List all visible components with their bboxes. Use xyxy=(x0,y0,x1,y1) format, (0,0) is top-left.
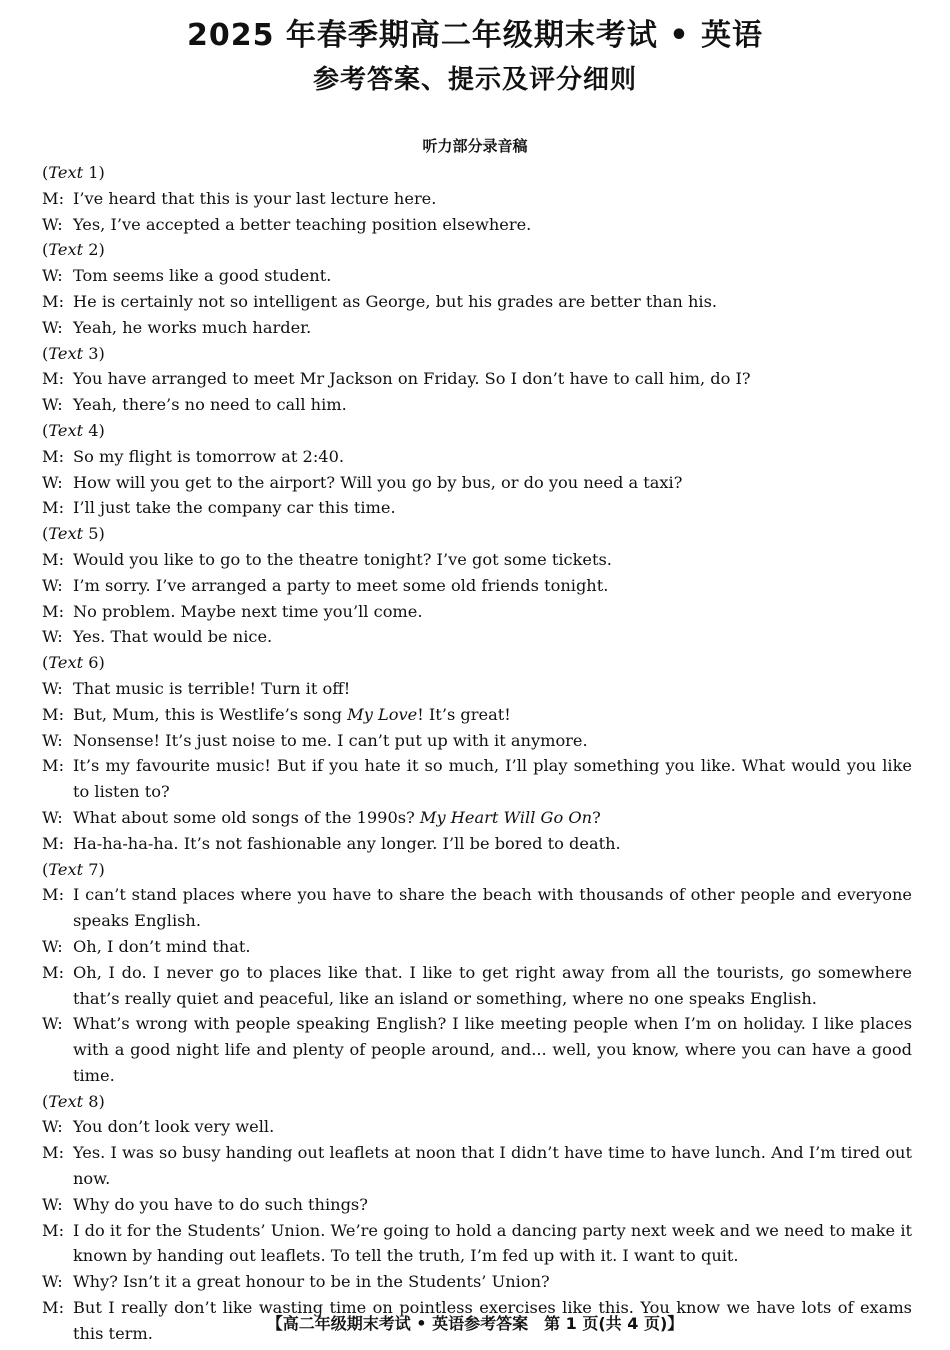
text-label-open: ( xyxy=(42,859,49,879)
dialogue-line xyxy=(42,470,912,496)
text-label-word: Text xyxy=(48,653,84,673)
speaker-label: M: xyxy=(42,188,65,208)
dialogue-text: Tom seems like a good student. xyxy=(73,266,332,286)
speaker-label: M: xyxy=(42,369,65,389)
speaker-label: M: xyxy=(42,833,65,853)
speaker-label: W: xyxy=(42,627,63,647)
dialogue-text: But, Mum, this is Westlife’s song xyxy=(73,704,348,724)
dialogue-text: Yeah, there’s no need to call him. xyxy=(73,395,347,415)
dialogue-text: Nonsense! It’s just noise to me. I can’t put up with it anymore. xyxy=(73,730,588,750)
text-label-word: Text xyxy=(48,420,84,440)
dialogue-line xyxy=(42,934,912,960)
text-label-open: ( xyxy=(42,524,49,544)
dialogue-text: I’ve heard that this is your last lecture here. xyxy=(73,188,437,208)
dialogue-line xyxy=(42,315,912,341)
dialogue-line xyxy=(42,831,912,857)
dialogue-line xyxy=(42,1140,912,1192)
speaker-label: W: xyxy=(42,807,63,827)
dialogue-text: I do it for the Students’ Union. We’re going to hold a dancing party next week and we need to make it known by handing out leaflets. To tell the truth, I’m fed up with it. I want to quit. xyxy=(73,1220,912,1266)
speaker-label: M: xyxy=(42,962,65,982)
dialogue-line xyxy=(42,289,912,315)
speaker-label: W: xyxy=(42,472,63,492)
dialogue-text: Yes. I was so busy handing out leaflets at noon that I didn’t have time to have lunch. And I’m tired out now. xyxy=(73,1143,912,1189)
dialogue-text: That music is terrible! Turn it off! xyxy=(73,678,351,698)
speaker-label: M: xyxy=(42,1143,65,1163)
dialogue-text: How will you get to the airport? Will you go by bus, or do you need a taxi? xyxy=(73,472,683,492)
dialogue-line xyxy=(42,366,912,392)
text-label-number: 8) xyxy=(83,1091,105,1111)
dialogue-line xyxy=(42,753,912,805)
dialogue-text: I’ll just take the company car this time. xyxy=(73,498,396,518)
dialogue-text: Why? Isn’t it a great honour to be in the Students’ Union? xyxy=(73,1272,550,1292)
text-label-number: 5) xyxy=(83,524,105,544)
dialogue-text: You don’t look very well. xyxy=(73,1117,275,1137)
text-label xyxy=(42,1089,912,1115)
dialogue-line xyxy=(42,960,912,1012)
listening-transcript xyxy=(42,160,912,1347)
text-label-open: ( xyxy=(42,1091,49,1111)
text-label-number: 3) xyxy=(83,343,105,363)
dialogue-line xyxy=(42,599,912,625)
text-label-word: Text xyxy=(48,240,84,260)
dialogue-text: Would you like to go to the theatre tonight? I’ve got some tickets. xyxy=(73,549,612,569)
song-title: My Love xyxy=(347,704,418,724)
dialogue-line xyxy=(42,444,912,470)
section-heading: 听力部分录音稿 xyxy=(422,137,528,155)
dialogue-text: Ha-ha-ha-ha. It’s not fashionable any longer. I’ll be bored to death. xyxy=(73,833,621,853)
dialogue-text: I’m sorry. I’ve arranged a party to meet some old friends tonight. xyxy=(73,575,609,595)
dialogue-line xyxy=(42,1011,912,1088)
speaker-label: W: xyxy=(42,1194,63,1214)
page-title: 2025 年春季期高二年级期末考试 • 英语 xyxy=(186,18,763,53)
speaker-label: M: xyxy=(42,885,65,905)
speaker-label: W: xyxy=(42,730,63,750)
dialogue-line xyxy=(42,805,912,831)
dialogue-line xyxy=(42,392,912,418)
speaker-label: M: xyxy=(42,291,65,311)
text-label-open: ( xyxy=(42,420,49,440)
text-label-open: ( xyxy=(42,240,49,260)
dialogue-line xyxy=(42,547,912,573)
speaker-label: W: xyxy=(42,214,63,234)
dialogue-line xyxy=(42,1218,912,1270)
text-label-word: Text xyxy=(48,859,84,879)
speaker-label: M: xyxy=(42,704,65,724)
speaker-label: W: xyxy=(42,1117,63,1137)
text-label xyxy=(42,521,912,547)
text-label-open: ( xyxy=(42,343,49,363)
text-label-number: 7) xyxy=(83,859,105,879)
dialogue-text: I can’t stand places where you have to share the beach with thousands of other people and everyone speaks English. xyxy=(73,885,912,931)
text-label-open: ( xyxy=(42,653,49,673)
dialogue-line xyxy=(42,1192,912,1218)
text-label-word: Text xyxy=(48,1091,84,1111)
text-label-number: 4) xyxy=(83,420,105,440)
dialogue-line xyxy=(42,573,912,599)
text-label-number: 2) xyxy=(83,240,105,260)
page-footer: 【高二年级期末考试 • 英语参考答案 第 1 页(共 4 页)】 xyxy=(266,1314,684,1333)
speaker-label: W: xyxy=(42,678,63,698)
dialogue-line xyxy=(42,702,912,728)
speaker-label: W: xyxy=(42,395,63,415)
speaker-label: W: xyxy=(42,266,63,286)
speaker-label: W: xyxy=(42,1014,63,1034)
dialogue-text: What’s wrong with people speaking English? I like meeting people when I’m on holiday. I like places with a good night life and plenty of people around, and... well, you know, where you can have a good time. xyxy=(73,1014,912,1085)
dialogue-text: But I really don’t like wasting time on pointless exercises like this. You know we have lots of exams this term. xyxy=(73,1298,912,1343)
dialogue-line xyxy=(42,624,912,650)
dialogue-text: You have arranged to meet Mr Jackson on Friday. So I don’t have to call him, do I? xyxy=(73,369,751,389)
text-label xyxy=(42,418,912,444)
dialogue-text: No problem. Maybe next time you’ll come. xyxy=(73,601,423,621)
speaker-label: M: xyxy=(42,1298,65,1318)
text-label xyxy=(42,857,912,883)
dialogue-line xyxy=(42,1269,912,1295)
dialogue-text: Why do you have to do such things? xyxy=(73,1194,368,1214)
dialogue-text: What about some old songs of the 1990s? xyxy=(73,807,420,827)
speaker-label: M: xyxy=(42,549,65,569)
text-label-word: Text xyxy=(48,343,84,363)
dialogue-line xyxy=(42,728,912,754)
speaker-label: M: xyxy=(42,1220,65,1240)
text-label xyxy=(42,650,912,676)
dialogue-line xyxy=(42,1114,912,1140)
dialogue-text: ? xyxy=(592,807,601,827)
speaker-label: W: xyxy=(42,575,63,595)
text-label-word: Text xyxy=(48,163,84,182)
text-label-number: 1) xyxy=(83,163,105,182)
dialogue-line xyxy=(42,676,912,702)
song-title: My Heart Will Go On xyxy=(419,807,593,827)
speaker-label: W: xyxy=(42,1272,63,1292)
speaker-label: W: xyxy=(42,317,63,337)
text-label xyxy=(42,237,912,263)
speaker-label: M: xyxy=(42,446,65,466)
dialogue-text: ! It’s great! xyxy=(417,704,511,724)
text-label-number: 6) xyxy=(83,653,105,673)
speaker-label: M: xyxy=(42,756,65,776)
dialogue-line xyxy=(42,263,912,289)
text-label-open: ( xyxy=(42,163,49,182)
dialogue-line xyxy=(42,186,912,212)
dialogue-text: So my flight is tomorrow at 2:40. xyxy=(73,446,345,466)
dialogue-line xyxy=(42,882,912,934)
dialogue-text: He is certainly not so intelligent as George, but his grades are better than his. xyxy=(73,291,718,311)
text-label xyxy=(42,160,912,186)
speaker-label: M: xyxy=(42,498,65,518)
dialogue-text: Oh, I do. I never go to places like that. I like to get right away from all the tourists, go somewhere that’s really quiet and peaceful, like an island or something, where no one speaks English. xyxy=(73,962,912,1008)
dialogue-text: It’s my favourite music! But if you hate it so much, I’ll play something you like. What would you like to listen to? xyxy=(73,756,912,802)
speaker-label: M: xyxy=(42,601,65,621)
dialogue-text: Oh, I don’t mind that. xyxy=(73,936,251,956)
text-label xyxy=(42,341,912,367)
dialogue-text: Yes, I’ve accepted a better teaching position elsewhere. xyxy=(73,214,532,234)
dialogue-text: Yeah, he works much harder. xyxy=(73,317,312,337)
speaker-label: W: xyxy=(42,936,63,956)
dialogue-line xyxy=(42,212,912,238)
dialogue-text: Yes. That would be nice. xyxy=(73,627,273,647)
dialogue-line xyxy=(42,495,912,521)
text-label-word: Text xyxy=(48,524,84,544)
page-subtitle: 参考答案、提示及评分细则 xyxy=(312,65,637,95)
